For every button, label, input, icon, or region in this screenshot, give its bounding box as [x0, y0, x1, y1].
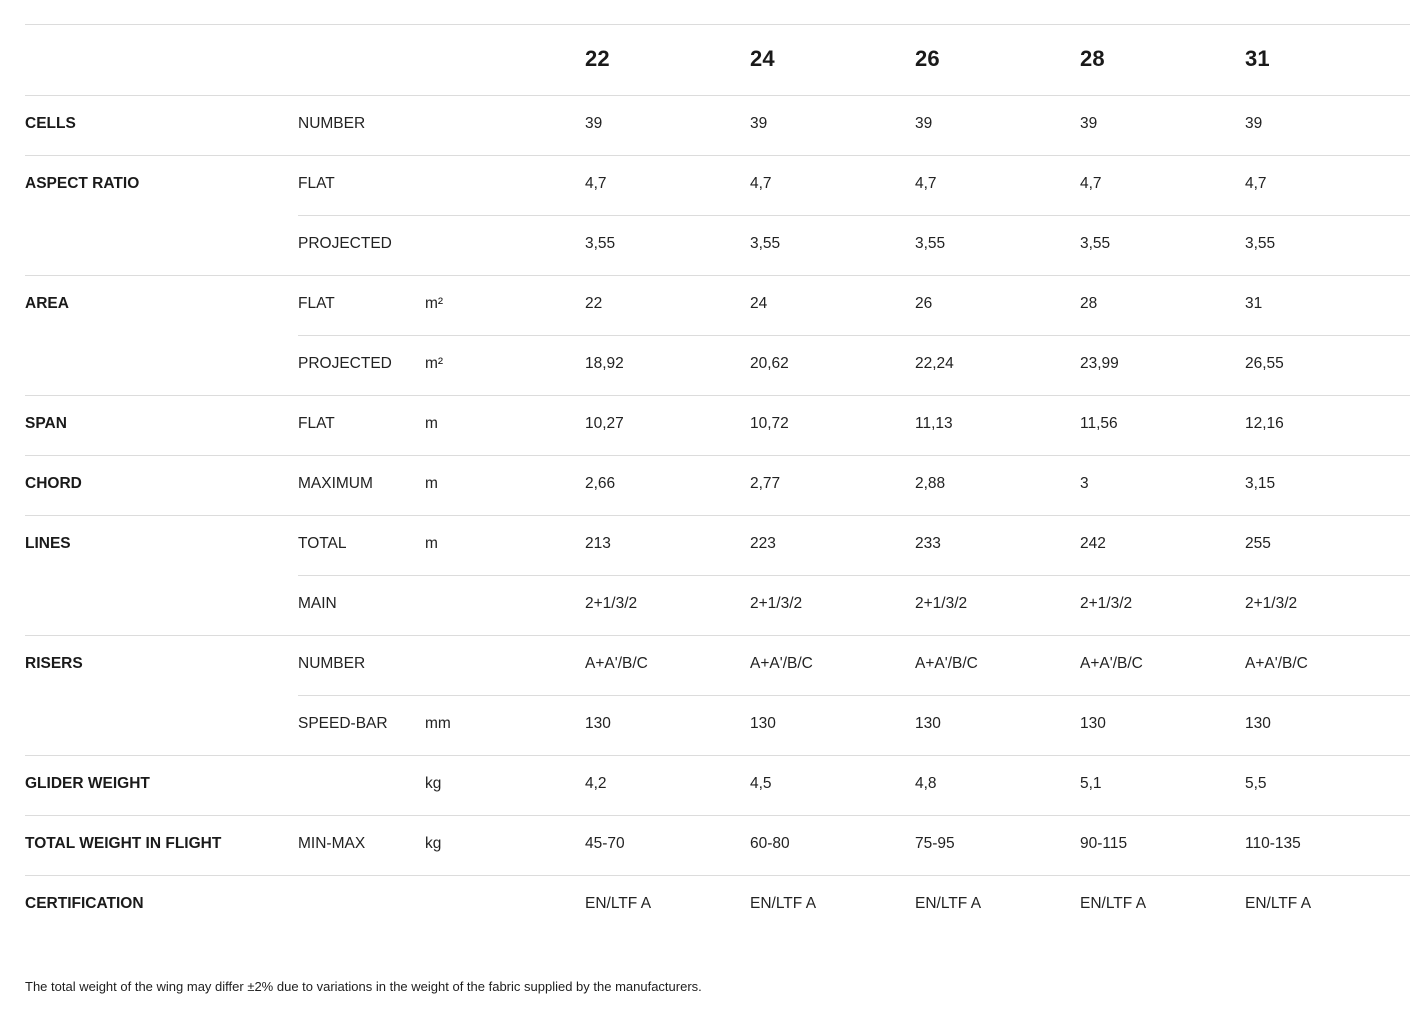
- size-header-row: [25, 24, 1410, 95]
- value-cell: 18,92: [585, 355, 624, 372]
- value-cell: 2+1/3/2: [585, 595, 638, 612]
- row-divider: [25, 395, 1410, 396]
- value-cell: 90-115: [1080, 835, 1128, 852]
- value-cell: 39: [1080, 115, 1098, 132]
- row-group-label: CELLS: [25, 115, 76, 132]
- row-parameter-label: PROJECTED: [298, 355, 392, 372]
- value-cell: 4,5: [750, 775, 772, 792]
- row-unit: kg: [425, 835, 442, 852]
- value-cell: 2,88: [915, 475, 946, 492]
- row-divider: [298, 215, 1410, 216]
- row-group-label: GLIDER WEIGHT: [25, 775, 150, 792]
- row-parameter-label: NUMBER: [298, 655, 366, 672]
- row-divider: [25, 635, 1410, 636]
- value-cell: 3,55: [1080, 235, 1111, 252]
- size-header: 26: [915, 46, 940, 71]
- row-unit: kg: [425, 775, 442, 792]
- row-unit: m: [425, 415, 438, 432]
- row-unit: m: [425, 535, 438, 552]
- row-parameter-label: FLAT: [298, 175, 335, 192]
- value-cell: 2+1/3/2: [1245, 595, 1298, 612]
- row-parameter-label: PROJECTED: [298, 235, 392, 252]
- value-cell: 39: [750, 115, 768, 132]
- value-cell: 5,5: [1245, 775, 1267, 792]
- table-row: [25, 335, 1410, 395]
- value-cell: 45-70: [585, 835, 625, 852]
- row-parameter-label: MAXIMUM: [298, 475, 373, 492]
- value-cell: 39: [585, 115, 603, 132]
- row-unit: m: [425, 475, 438, 492]
- spec-table: [25, 24, 1410, 935]
- value-cell: A+A'/B/C: [1245, 655, 1308, 672]
- value-cell: 4,2: [585, 775, 607, 792]
- row-divider: [25, 755, 1410, 756]
- value-cell: 4,7: [1245, 175, 1267, 192]
- value-cell: 5,1: [1080, 775, 1102, 792]
- row-group-label: ASPECT RATIO: [25, 175, 140, 192]
- value-cell: 28: [1080, 295, 1098, 312]
- row-group-label: AREA: [25, 295, 69, 312]
- size-header: 31: [1245, 46, 1270, 71]
- value-cell: 12,16: [1245, 415, 1284, 432]
- value-cell: 3,15: [1245, 475, 1276, 492]
- table-row: [25, 575, 1410, 635]
- value-cell: 24: [750, 295, 768, 312]
- value-cell: 130: [915, 715, 941, 732]
- value-cell: 20,62: [750, 355, 789, 372]
- table-row: [25, 215, 1410, 275]
- row-group-label: LINES: [25, 535, 71, 552]
- row-unit: m²: [425, 355, 444, 372]
- value-cell: 11,13: [915, 415, 953, 432]
- value-cell: 31: [1245, 295, 1263, 312]
- value-cell: 39: [915, 115, 933, 132]
- row-divider: [25, 815, 1410, 816]
- size-header: 22: [585, 46, 610, 71]
- value-cell: 11,56: [1080, 415, 1118, 432]
- table-row: [25, 635, 1410, 695]
- value-cell: 3,55: [585, 235, 616, 252]
- row-divider: [25, 455, 1410, 456]
- row-group-label: SPAN: [25, 415, 67, 432]
- row-unit: m²: [425, 295, 444, 312]
- value-cell: 2+1/3/2: [1080, 595, 1133, 612]
- value-cell: 3,55: [1245, 235, 1276, 252]
- value-cell: 60-80: [750, 835, 790, 852]
- footnote: The total weight of the wing may differ ±2% due to variations in the weight of the fabric supplied by the manufacturers.: [25, 979, 702, 994]
- table-row: [25, 395, 1410, 455]
- value-cell: 10,72: [750, 415, 789, 432]
- row-group-label: CERTIFICATION: [25, 895, 144, 912]
- value-cell: 10,27: [585, 415, 624, 432]
- value-cell: 2+1/3/2: [915, 595, 968, 612]
- value-cell: 130: [585, 715, 611, 732]
- value-cell: EN/LTF A: [1245, 895, 1312, 912]
- table-row: [25, 155, 1410, 215]
- row-group-label: TOTAL WEIGHT IN FLIGHT: [25, 835, 222, 852]
- row-parameter-label: FLAT: [298, 415, 335, 432]
- row-parameter-label: FLAT: [298, 295, 335, 312]
- value-cell: 3,55: [750, 235, 781, 252]
- table-row: [25, 815, 1410, 875]
- table-row: [25, 275, 1410, 335]
- table-row: [25, 875, 1410, 935]
- value-cell: 130: [1080, 715, 1106, 732]
- row-parameter-label: MAIN: [298, 595, 337, 612]
- row-divider: [298, 575, 1410, 576]
- table-row: [25, 755, 1410, 815]
- row-divider: [298, 335, 1410, 336]
- value-cell: 75-95: [915, 835, 955, 852]
- value-cell: 39: [1245, 115, 1263, 132]
- size-header: 28: [1080, 46, 1105, 71]
- table-row: [25, 95, 1410, 155]
- row-divider: [298, 695, 1410, 696]
- value-cell: A+A'/B/C: [750, 655, 813, 672]
- row-group-label: CHORD: [25, 475, 82, 492]
- row-divider: [25, 95, 1410, 96]
- row-parameter-label: SPEED-BAR: [298, 715, 388, 732]
- row-group-label: RISERS: [25, 655, 83, 672]
- value-cell: EN/LTF A: [915, 895, 982, 912]
- value-cell: A+A'/B/C: [1080, 655, 1143, 672]
- value-cell: 4,7: [585, 175, 607, 192]
- value-cell: A+A'/B/C: [585, 655, 648, 672]
- value-cell: 4,7: [750, 175, 772, 192]
- value-cell: 3,55: [915, 235, 946, 252]
- table-row: [25, 515, 1410, 575]
- value-cell: EN/LTF A: [750, 895, 817, 912]
- value-cell: 26: [915, 295, 933, 312]
- value-cell: 2+1/3/2: [750, 595, 803, 612]
- value-cell: 3: [1080, 475, 1089, 492]
- row-unit: mm: [425, 715, 451, 732]
- value-cell: EN/LTF A: [1080, 895, 1147, 912]
- size-header: 24: [750, 46, 775, 71]
- row-parameter-label: MIN-MAX: [298, 835, 366, 852]
- value-cell: 233: [915, 535, 941, 552]
- value-cell: 110-135: [1245, 835, 1301, 852]
- value-cell: A+A'/B/C: [915, 655, 978, 672]
- value-cell: 223: [750, 535, 776, 552]
- value-cell: 22: [585, 295, 603, 312]
- table-row: [25, 455, 1410, 515]
- value-cell: 4,7: [1080, 175, 1102, 192]
- row-divider: [25, 275, 1410, 276]
- value-cell: 23,99: [1080, 355, 1119, 372]
- value-cell: 4,8: [915, 775, 937, 792]
- value-cell: 4,7: [915, 175, 937, 192]
- value-cell: 2,66: [585, 475, 616, 492]
- value-cell: 130: [750, 715, 776, 732]
- row-divider: [25, 155, 1410, 156]
- row-parameter-label: NUMBER: [298, 115, 366, 132]
- table-row: [25, 695, 1410, 755]
- value-cell: EN/LTF A: [585, 895, 652, 912]
- value-cell: 130: [1245, 715, 1271, 732]
- value-cell: 2,77: [750, 475, 781, 492]
- row-parameter-label: TOTAL: [298, 535, 347, 552]
- value-cell: 26,55: [1245, 355, 1284, 372]
- value-cell: 22,24: [915, 355, 954, 372]
- row-divider: [25, 515, 1410, 516]
- value-cell: 255: [1245, 535, 1271, 552]
- spec-rows: [25, 95, 1410, 935]
- value-cell: 242: [1080, 535, 1106, 552]
- row-divider: [25, 875, 1410, 876]
- value-cell: 213: [585, 535, 611, 552]
